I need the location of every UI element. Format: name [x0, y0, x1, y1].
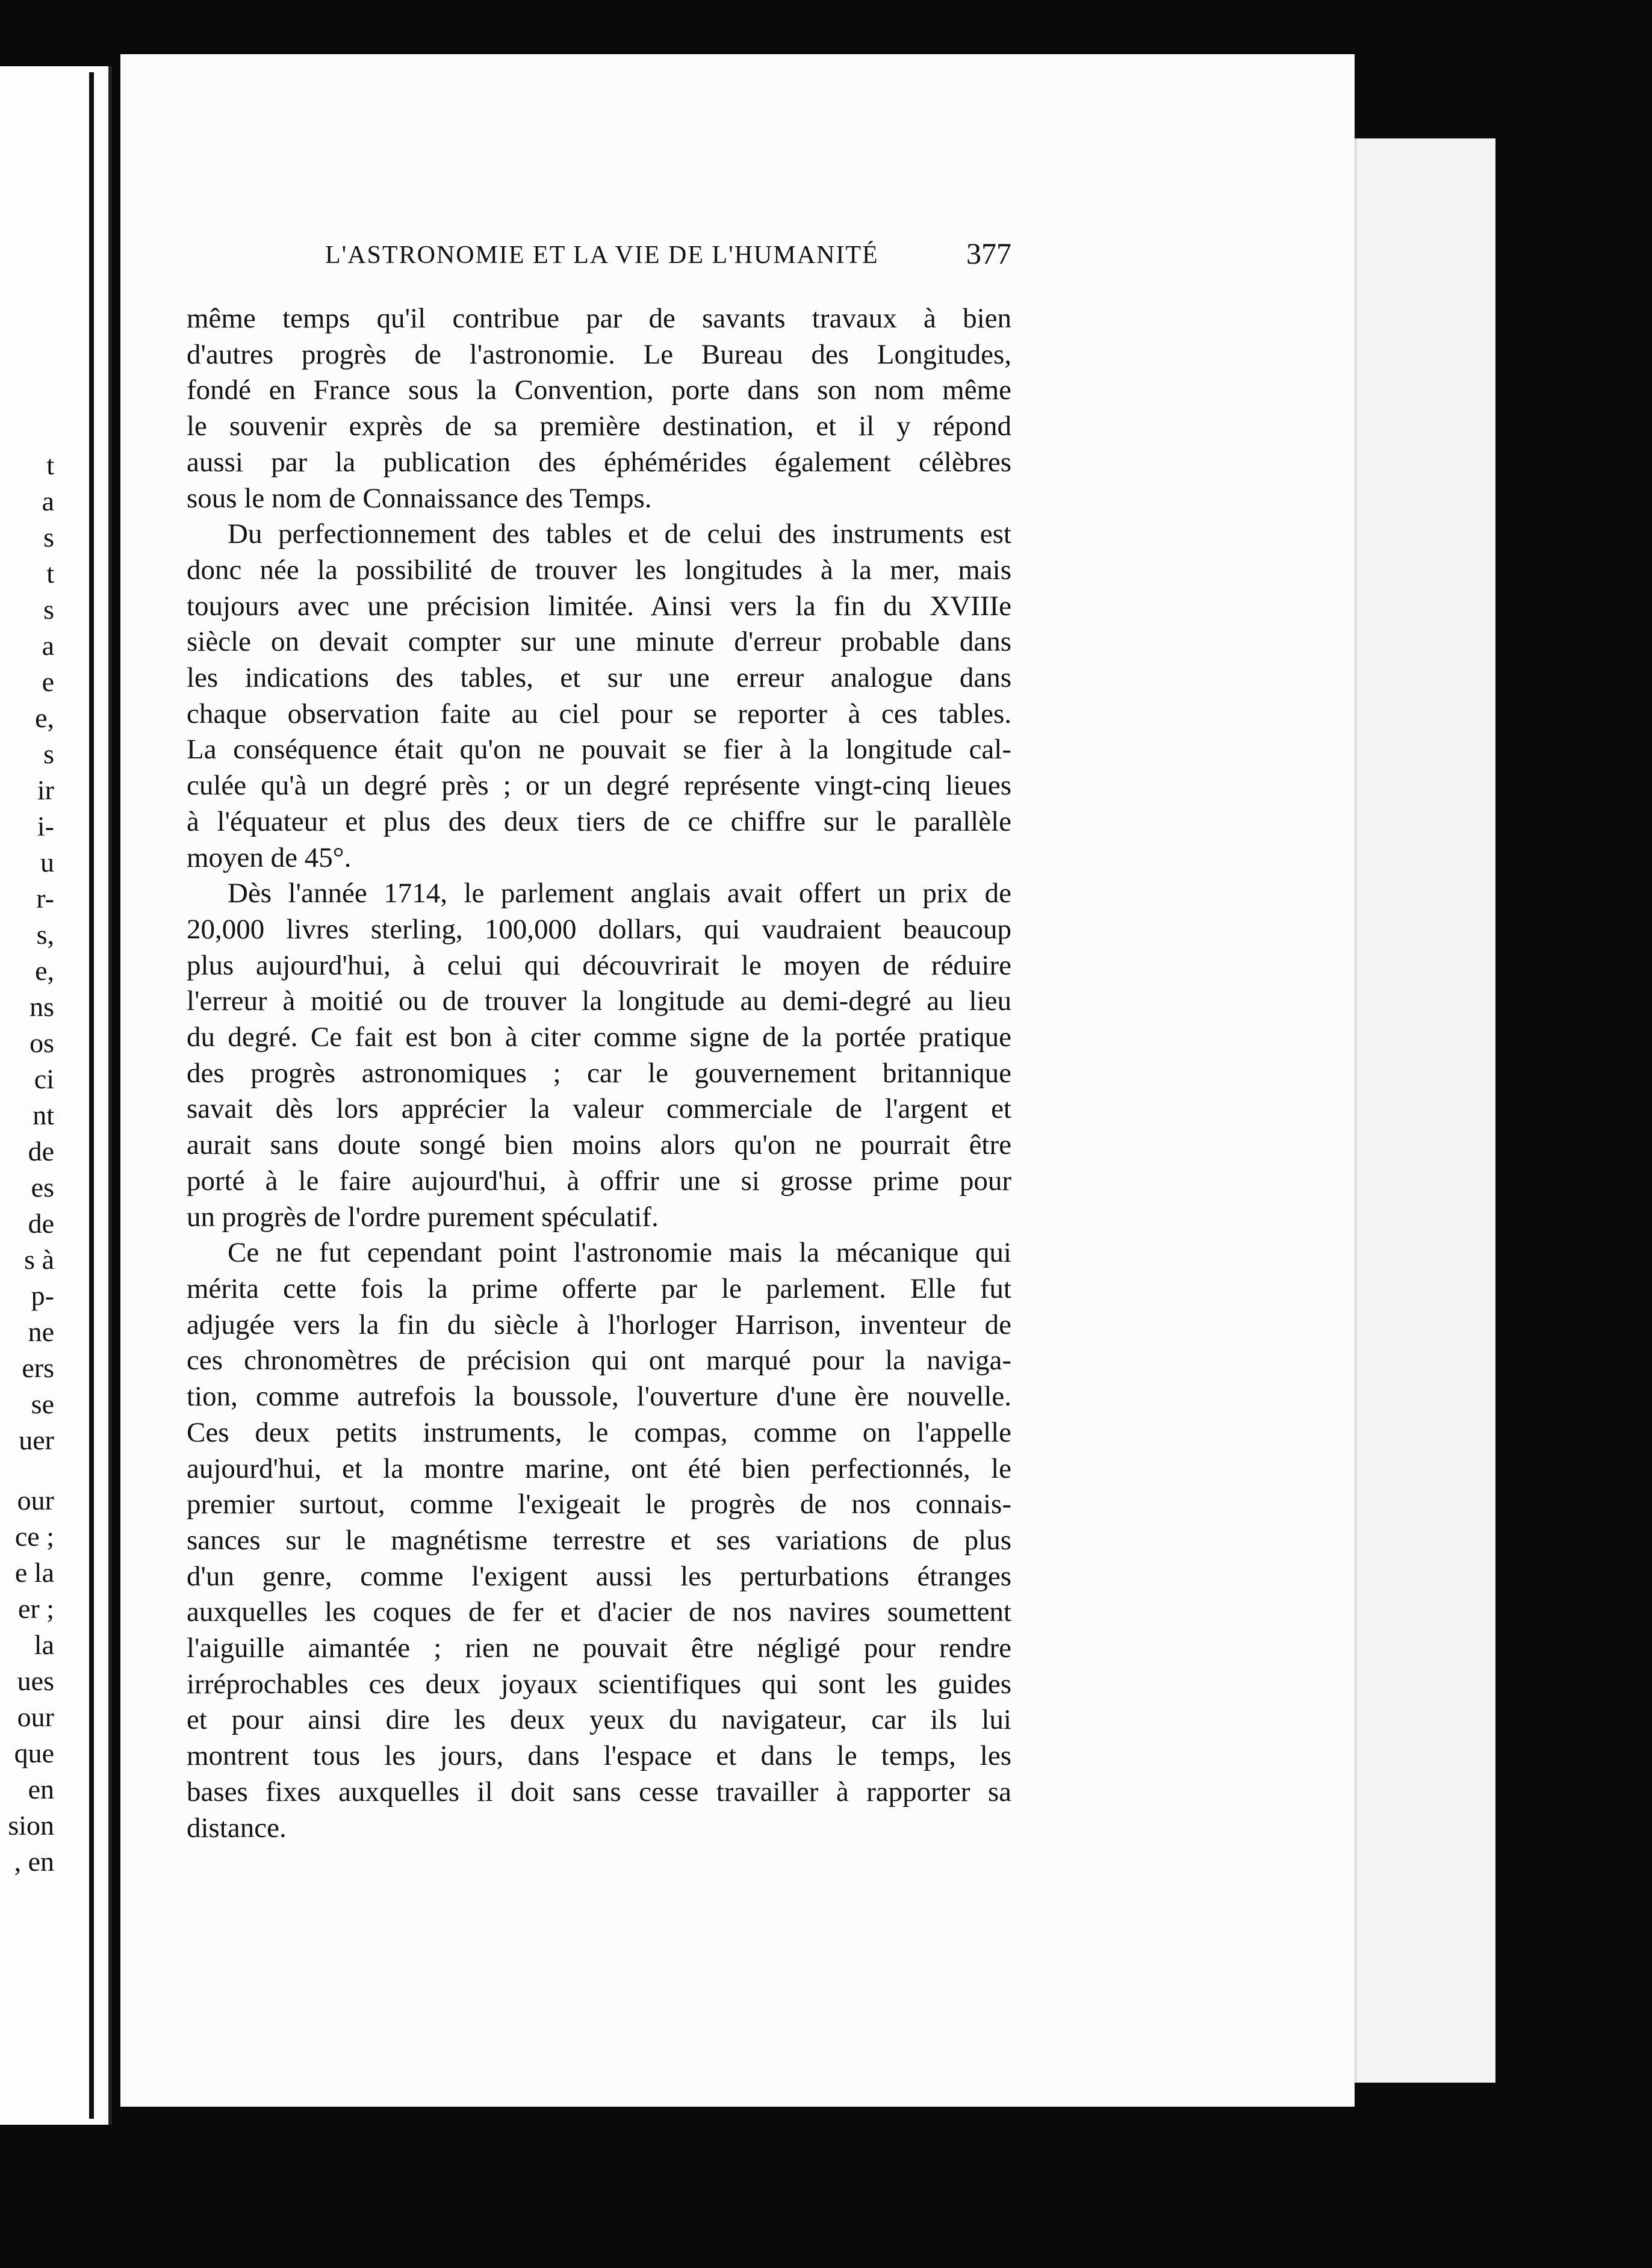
left-fragment: u — [40, 847, 54, 878]
left-fragment: our — [17, 1485, 54, 1516]
binding-gutter — [89, 72, 94, 2119]
left-fragment: e — [42, 666, 54, 697]
text-line: à l'équateur et plus des deux tiers de ce chiffre sur le parallèle — [187, 805, 1011, 837]
text-line: même temps qu'il contribue par de savants travaux à bien — [187, 303, 1011, 334]
text-line: le souvenir exprès de sa première destination, et il y répond — [187, 411, 1011, 442]
text-line: aussi par la publication des éphémérides également célèbres — [187, 446, 1011, 478]
left-fragment: s — [43, 522, 54, 553]
page-number: 377 — [966, 237, 1011, 270]
left-fragment: t — [46, 558, 54, 589]
left-fragment: de — [28, 1136, 54, 1167]
text-line: auxquelles les coques de fer et d'acier de nos navires soumettent — [187, 1596, 1011, 1628]
paragraph-start-line: Dès l'année 1714, le parlement anglais avait offert un prix de — [228, 878, 1011, 909]
text-line: bases fixes auxquelles il doit sans cesse travailler à rapporter sa — [187, 1776, 1011, 1808]
text-line: du degré. Ce fait est bon à citer comme signe de la portée pratique — [187, 1021, 1011, 1053]
left-fragment: e, — [35, 702, 54, 733]
left-fragment: os — [30, 1027, 54, 1058]
left-fragment: a — [42, 486, 54, 516]
text-line: La conséquence était qu'on ne pouvait se fier à la longitude cal- — [187, 734, 1011, 766]
text-line: 20,000 livres sterling, 100,000 dollars, qui vaudraient beaucoup — [187, 913, 1011, 945]
text-line: des progrès astronomiques ; car le gouvernement britannique — [187, 1057, 1011, 1089]
text-line: toujours avec une précision limitée. Ainsi vers la fin du XVIIIe — [187, 590, 1011, 622]
text-line: siècle on devait compter sur une minute d'erreur probable dans — [187, 626, 1011, 658]
left-fragment: ns — [30, 991, 54, 1022]
text-line: sances sur le magnétisme terrestre et ses variations de plus — [187, 1524, 1011, 1556]
text-line: fondé en France sous la Convention, porte dans son nom même — [187, 374, 1011, 406]
left-page-edge — [0, 66, 112, 2125]
left-fragment: er ; — [17, 1593, 54, 1624]
left-fragment: s — [43, 594, 54, 625]
left-fragment: se — [31, 1389, 54, 1419]
text-line: mérita cette fois la prime offerte par le parlement. Elle fut — [187, 1272, 1011, 1304]
left-fragment: our — [17, 1702, 54, 1732]
text-line: montrent tous les jours, dans l'espace et dans le temps, les — [187, 1740, 1011, 1772]
next-page-edge — [1355, 138, 1495, 2083]
text-line: plus aujourd'hui, à celui qui découvrirait le moyen de réduire — [187, 949, 1011, 981]
text-line: culée qu'à un degré près ; or un degré représente vingt-cinq lieues — [187, 770, 1011, 802]
text-line: distance. — [187, 1812, 287, 1844]
left-fragment: ues — [17, 1665, 54, 1696]
left-fragment: ce ; — [14, 1521, 54, 1552]
left-fragment: t — [46, 450, 54, 480]
left-fragment: s à — [24, 1244, 54, 1275]
text-line: et pour ainsi dire les deux yeux du navigateur, car ils lui — [187, 1704, 1011, 1736]
text-line: porté à le faire aujourd'hui, à offrir une si grosse prime pour — [187, 1165, 1011, 1197]
text-line: adjugée vers la fin du siècle à l'horloger Harrison, inventeur de — [187, 1309, 1011, 1340]
text-line: l'erreur à moitié ou de trouver la longitude au demi-degré au lieu — [187, 985, 1011, 1017]
left-fragment: s — [43, 739, 54, 769]
text-line: aujourd'hui, et la montre marine, ont été bien perfectionnés, le — [187, 1452, 1011, 1484]
text-line: donc née la possibilité de trouver les longitudes à la mer, mais — [187, 554, 1011, 586]
left-fragment: r- — [36, 883, 54, 914]
text-line: d'autres progrès de l'astronomie. Le Bureau des Longitudes, — [187, 338, 1011, 370]
left-fragment: a — [42, 630, 54, 661]
left-fragment: la — [34, 1629, 54, 1660]
left-fragment: nt — [33, 1100, 54, 1130]
left-fragment: ir — [37, 775, 54, 805]
text-line: un progrès de l'ordre purement spéculatif. — [187, 1201, 659, 1233]
left-fragment: s, — [36, 919, 54, 950]
text-line: aurait sans doute songé bien moins alors qu'on ne pourrait être — [187, 1129, 1011, 1161]
page-header — [325, 237, 1011, 277]
text-line: ces chronomètres de précision qui ont marqué pour la naviga- — [187, 1345, 1011, 1377]
text-line: d'un genre, comme l'exigent aussi les perturbations étranges — [187, 1560, 1011, 1592]
left-fragment: ne — [28, 1316, 54, 1347]
text-line: savait dès lors apprécier la valeur commerciale de l'argent et — [187, 1093, 1011, 1125]
left-fragment: uer — [19, 1425, 54, 1455]
left-fragment: en — [28, 1774, 54, 1805]
body-text — [187, 301, 1011, 1846]
left-fragment: ci — [34, 1064, 54, 1094]
text-line: les indications des tables, et sur une erreur analogue dans — [187, 662, 1011, 694]
text-line: irréprochables ces deux joyaux scientifiques qui sont les guides — [187, 1668, 1011, 1700]
text-line: premier surtout, comme l'exigeait le progrès de nos connais- — [187, 1489, 1011, 1520]
left-fragment: sion — [8, 1810, 54, 1841]
left-fragment: e la — [14, 1557, 54, 1588]
text-line: l'aiguille aimantée ; rien ne pouvait être négligé pour rendre — [187, 1632, 1011, 1664]
text-line: chaque observation faite au ciel pour se reporter à ces tables. — [187, 698, 1011, 730]
left-fragment: es — [31, 1172, 54, 1203]
text-line: sous le nom de Connaissance des Temps. — [187, 482, 652, 514]
left-fragment: ers — [22, 1352, 54, 1383]
text-line: tion, comme autrefois la boussole, l'ouverture d'une ère nouvelle. — [187, 1381, 1011, 1413]
left-fragment: de — [28, 1208, 54, 1239]
left-fragment: , en — [14, 1846, 54, 1877]
left-fragment: que — [14, 1738, 54, 1768]
running-title: L'ASTRONOMIE ET LA VIE DE L'HUMANITÉ — [325, 241, 879, 269]
left-fragment: i- — [37, 811, 54, 841]
paragraph-start-line: Ce ne fut cependant point l'astronomie mais la mécanique qui — [228, 1237, 1011, 1269]
paragraph-start-line: Du perfectionnement des tables et de celui des instruments est — [228, 518, 1011, 550]
text-line: Ces deux petits instruments, le compas, comme on l'appelle — [187, 1416, 1011, 1448]
left-fragment: e, — [35, 955, 54, 986]
text-line: moyen de 45°. — [187, 841, 352, 873]
left-fragment: p- — [31, 1280, 54, 1311]
